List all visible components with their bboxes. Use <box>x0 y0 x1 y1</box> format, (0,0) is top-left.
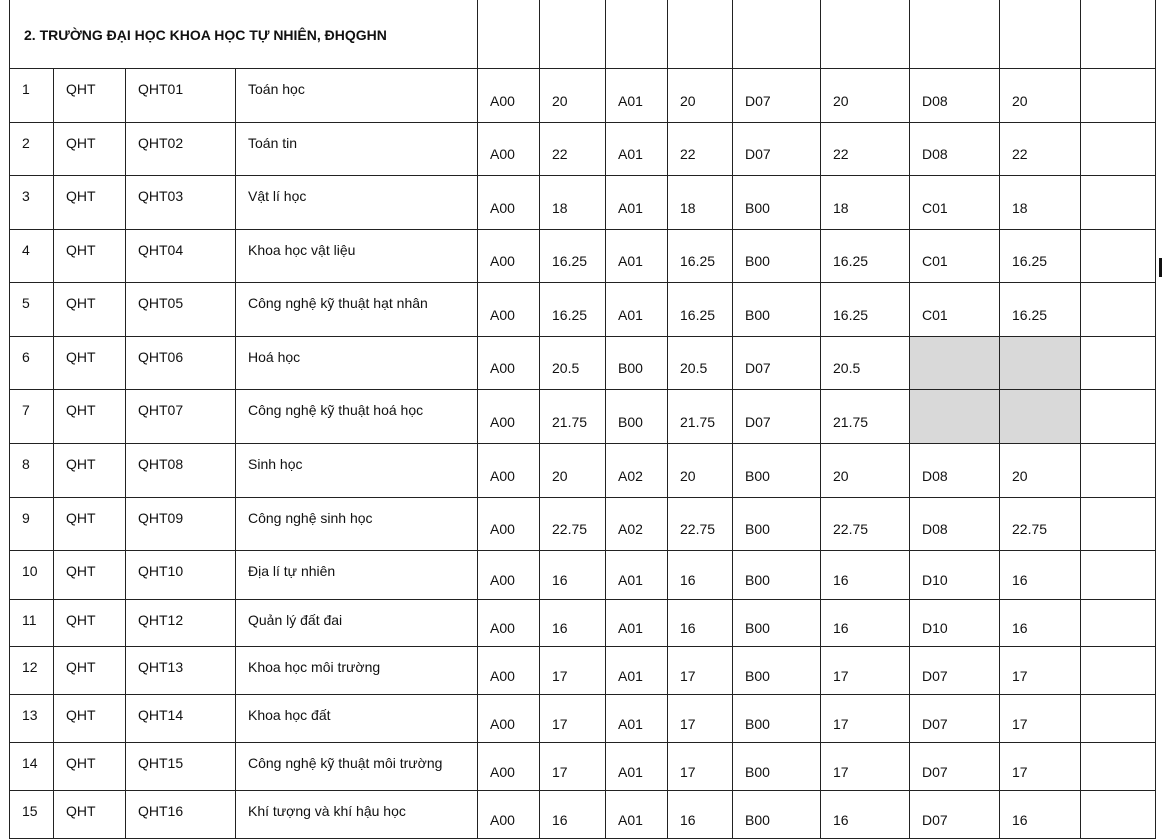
combo-1-score-cell: 16 <box>540 600 606 647</box>
combo-3-code-cell: D07 <box>733 123 821 176</box>
combo-3-code-cell: B00 <box>733 283 821 337</box>
blank-cell <box>1081 444 1156 498</box>
combo-1-code-cell: A00 <box>478 69 540 123</box>
combo-4-code-cell: C01 <box>910 230 1000 283</box>
major-code-cell: QHT05 <box>126 283 236 337</box>
combo-4-score-cell: 22 <box>1000 123 1081 176</box>
major-code-cell: QHT07 <box>126 390 236 444</box>
combo-2-code-cell: A01 <box>606 647 668 695</box>
row-number-cell: 4 <box>10 230 54 283</box>
combo-1-score-cell: 22 <box>540 123 606 176</box>
combo-1-score-cell: 16 <box>540 791 606 839</box>
blank-cell <box>1081 498 1156 551</box>
major-name-cell: Khoa học đất <box>236 695 478 743</box>
row-number-cell: 7 <box>10 390 54 444</box>
combo-2-score-cell: 16 <box>668 791 733 839</box>
combo-4-code-cell: C01 <box>910 283 1000 337</box>
combo-2-code-cell: A01 <box>606 230 668 283</box>
table-row <box>10 695 1156 743</box>
row-number-cell: 12 <box>10 647 54 695</box>
combo-4-score-cell: 17 <box>1000 695 1081 743</box>
row-number-cell: 11 <box>10 600 54 647</box>
major-code-cell: QHT13 <box>126 647 236 695</box>
combo-3-code-cell: B00 <box>733 791 821 839</box>
header-blank-cell <box>668 0 733 69</box>
combo-3-code-cell: B00 <box>733 444 821 498</box>
combo-3-code-cell: D07 <box>733 69 821 123</box>
combo-4-score-cell: 16 <box>1000 791 1081 839</box>
major-name-cell: Toán tin <box>236 123 478 176</box>
combo-1-score-cell: 17 <box>540 743 606 791</box>
row-number-cell: 15 <box>10 791 54 839</box>
major-code-cell: QHT04 <box>126 230 236 283</box>
combo-4-code-cell <box>910 337 1000 390</box>
combo-1-code-cell: A00 <box>478 283 540 337</box>
combo-3-code-cell: B00 <box>733 498 821 551</box>
combo-4-score-cell: 20 <box>1000 444 1081 498</box>
combo-3-score-cell: 17 <box>821 647 910 695</box>
blank-cell <box>1081 791 1156 839</box>
combo-3-code-cell: B00 <box>733 551 821 600</box>
combo-1-score-cell: 20.5 <box>540 337 606 390</box>
combo-4-score-cell: 16 <box>1000 551 1081 600</box>
major-name-cell: Khí tượng và khí hậu học <box>236 791 478 839</box>
table-row <box>10 176 1156 230</box>
table-row <box>10 647 1156 695</box>
combo-3-code-cell: B00 <box>733 743 821 791</box>
blank-cell <box>1081 390 1156 444</box>
combo-2-score-cell: 22.75 <box>668 498 733 551</box>
row-number-cell: 3 <box>10 176 54 230</box>
school-code-cell: QHT <box>54 283 126 337</box>
combo-3-score-cell: 16 <box>821 600 910 647</box>
combo-4-score-cell <box>1000 390 1081 444</box>
school-code-cell: QHT <box>54 498 126 551</box>
combo-2-score-cell: 20.5 <box>668 337 733 390</box>
combo-3-score-cell: 22 <box>821 123 910 176</box>
combo-4-score-cell: 22.75 <box>1000 498 1081 551</box>
combo-3-code-cell: B00 <box>733 230 821 283</box>
major-name-cell: Quản lý đất đai <box>236 600 478 647</box>
major-code-cell: QHT16 <box>126 791 236 839</box>
table-title: 2. TRƯỜNG ĐẠI HỌC KHOA HỌC TỰ NHIÊN, ĐHQGHN <box>10 0 478 69</box>
row-number-cell: 14 <box>10 743 54 791</box>
combo-4-code-cell: D08 <box>910 444 1000 498</box>
admission-score-table <box>9 0 1156 839</box>
blank-cell <box>1081 600 1156 647</box>
school-code-cell: QHT <box>54 600 126 647</box>
combo-1-code-cell: A00 <box>478 230 540 283</box>
combo-3-code-cell: B00 <box>733 647 821 695</box>
combo-2-score-cell: 16.25 <box>668 283 733 337</box>
combo-4-code-cell: D08 <box>910 498 1000 551</box>
combo-1-score-cell: 16.25 <box>540 283 606 337</box>
table-row <box>10 551 1156 600</box>
major-code-cell: QHT09 <box>126 498 236 551</box>
school-code-cell: QHT <box>54 743 126 791</box>
combo-1-code-cell: A00 <box>478 551 540 600</box>
combo-2-code-cell: A01 <box>606 743 668 791</box>
school-code-cell: QHT <box>54 230 126 283</box>
combo-3-score-cell: 22.75 <box>821 498 910 551</box>
combo-2-score-cell: 20 <box>668 69 733 123</box>
school-code-cell: QHT <box>54 791 126 839</box>
combo-1-score-cell: 17 <box>540 647 606 695</box>
combo-3-score-cell: 21.75 <box>821 390 910 444</box>
header-blank-cell <box>478 0 540 69</box>
combo-2-score-cell: 17 <box>668 695 733 743</box>
combo-1-code-cell: A00 <box>478 600 540 647</box>
major-name-cell: Toán học <box>236 69 478 123</box>
blank-cell <box>1081 69 1156 123</box>
major-code-cell: QHT08 <box>126 444 236 498</box>
combo-3-score-cell: 16 <box>821 791 910 839</box>
combo-2-code-cell: A01 <box>606 123 668 176</box>
major-name-cell: Vật lí học <box>236 176 478 230</box>
combo-4-code-cell: D08 <box>910 69 1000 123</box>
row-number-cell: 6 <box>10 337 54 390</box>
combo-4-code-cell: D07 <box>910 647 1000 695</box>
major-code-cell: QHT02 <box>126 123 236 176</box>
table-row <box>10 337 1156 390</box>
combo-3-code-cell: D07 <box>733 337 821 390</box>
combo-3-code-cell: D07 <box>733 390 821 444</box>
combo-4-code-cell: C01 <box>910 176 1000 230</box>
combo-4-code-cell: D10 <box>910 600 1000 647</box>
title-row <box>10 0 1156 69</box>
major-code-cell: QHT14 <box>126 695 236 743</box>
combo-1-score-cell: 20 <box>540 69 606 123</box>
major-name-cell: Sinh học <box>236 444 478 498</box>
combo-1-code-cell: A00 <box>478 695 540 743</box>
combo-4-score-cell: 16.25 <box>1000 283 1081 337</box>
table-row <box>10 123 1156 176</box>
header-blank-cell <box>821 0 910 69</box>
combo-1-score-cell: 16.25 <box>540 230 606 283</box>
combo-4-score-cell: 17 <box>1000 647 1081 695</box>
combo-2-code-cell: A01 <box>606 791 668 839</box>
text-cursor-mark <box>1159 258 1162 277</box>
major-code-cell: QHT03 <box>126 176 236 230</box>
header-blank-cell <box>540 0 606 69</box>
combo-1-code-cell: A00 <box>478 390 540 444</box>
header-blank-cell <box>606 0 668 69</box>
table-row <box>10 283 1156 337</box>
blank-cell <box>1081 123 1156 176</box>
header-blank-cell <box>1000 0 1081 69</box>
combo-4-code-cell: D10 <box>910 551 1000 600</box>
combo-3-score-cell: 20 <box>821 444 910 498</box>
major-name-cell: Công nghệ kỹ thuật hạt nhân <box>236 283 478 337</box>
major-name-cell: Khoa học môi trường <box>236 647 478 695</box>
combo-2-code-cell: A01 <box>606 695 668 743</box>
combo-2-code-cell: A01 <box>606 283 668 337</box>
combo-2-score-cell: 16 <box>668 600 733 647</box>
combo-3-score-cell: 20.5 <box>821 337 910 390</box>
major-code-cell: QHT06 <box>126 337 236 390</box>
combo-2-code-cell: A01 <box>606 176 668 230</box>
combo-4-score-cell: 18 <box>1000 176 1081 230</box>
row-number-cell: 5 <box>10 283 54 337</box>
major-code-cell: QHT01 <box>126 69 236 123</box>
row-number-cell: 2 <box>10 123 54 176</box>
combo-3-score-cell: 17 <box>821 695 910 743</box>
combo-1-score-cell: 16 <box>540 551 606 600</box>
blank-cell <box>1081 337 1156 390</box>
major-code-cell: QHT12 <box>126 600 236 647</box>
combo-2-score-cell: 17 <box>668 743 733 791</box>
school-code-cell: QHT <box>54 123 126 176</box>
major-code-cell: QHT10 <box>126 551 236 600</box>
row-number-cell: 13 <box>10 695 54 743</box>
combo-2-score-cell: 18 <box>668 176 733 230</box>
combo-1-score-cell: 20 <box>540 444 606 498</box>
combo-4-code-cell: D08 <box>910 123 1000 176</box>
table-row <box>10 230 1156 283</box>
combo-2-score-cell: 22 <box>668 123 733 176</box>
combo-1-code-cell: A00 <box>478 647 540 695</box>
combo-4-score-cell: 20 <box>1000 69 1081 123</box>
table-row <box>10 444 1156 498</box>
combo-1-score-cell: 21.75 <box>540 390 606 444</box>
major-name-cell: Công nghệ sinh học <box>236 498 478 551</box>
combo-1-code-cell: A00 <box>478 444 540 498</box>
combo-2-score-cell: 17 <box>668 647 733 695</box>
combo-4-code-cell: D07 <box>910 743 1000 791</box>
blank-cell <box>1081 230 1156 283</box>
table-row <box>10 390 1156 444</box>
combo-3-score-cell: 16.25 <box>821 283 910 337</box>
blank-cell <box>1081 283 1156 337</box>
table-row <box>10 498 1156 551</box>
school-code-cell: QHT <box>54 647 126 695</box>
table-row <box>10 743 1156 791</box>
combo-2-score-cell: 16.25 <box>668 230 733 283</box>
school-code-cell: QHT <box>54 390 126 444</box>
combo-1-code-cell: A00 <box>478 498 540 551</box>
major-name-cell: Khoa học vật liệu <box>236 230 478 283</box>
combo-1-score-cell: 17 <box>540 695 606 743</box>
combo-3-score-cell: 20 <box>821 69 910 123</box>
combo-2-code-cell: A01 <box>606 600 668 647</box>
combo-2-score-cell: 20 <box>668 444 733 498</box>
combo-4-score-cell: 17 <box>1000 743 1081 791</box>
school-code-cell: QHT <box>54 176 126 230</box>
combo-2-score-cell: 21.75 <box>668 390 733 444</box>
header-blank-cell <box>1081 0 1156 69</box>
combo-3-score-cell: 17 <box>821 743 910 791</box>
major-code-cell: QHT15 <box>126 743 236 791</box>
combo-1-code-cell: A00 <box>478 743 540 791</box>
blank-cell <box>1081 176 1156 230</box>
school-code-cell: QHT <box>54 444 126 498</box>
row-number-cell: 1 <box>10 69 54 123</box>
row-number-cell: 8 <box>10 444 54 498</box>
combo-3-code-cell: B00 <box>733 695 821 743</box>
combo-3-code-cell: B00 <box>733 600 821 647</box>
combo-2-code-cell: B00 <box>606 337 668 390</box>
table-row <box>10 791 1156 839</box>
combo-1-code-cell: A00 <box>478 176 540 230</box>
combo-3-score-cell: 16.25 <box>821 230 910 283</box>
school-code-cell: QHT <box>54 337 126 390</box>
combo-4-code-cell: D07 <box>910 791 1000 839</box>
combo-2-code-cell: A02 <box>606 498 668 551</box>
blank-cell <box>1081 743 1156 791</box>
blank-cell <box>1081 695 1156 743</box>
header-blank-cell <box>910 0 1000 69</box>
major-name-cell: Công nghệ kỹ thuật môi trường <box>236 743 478 791</box>
major-name-cell: Hoá học <box>236 337 478 390</box>
combo-2-code-cell: A01 <box>606 551 668 600</box>
blank-cell <box>1081 647 1156 695</box>
school-code-cell: QHT <box>54 551 126 600</box>
row-number-cell: 10 <box>10 551 54 600</box>
blank-cell <box>1081 551 1156 600</box>
combo-4-code-cell: D07 <box>910 695 1000 743</box>
table-row <box>10 600 1156 647</box>
combo-2-code-cell: B00 <box>606 390 668 444</box>
combo-4-code-cell <box>910 390 1000 444</box>
combo-2-score-cell: 16 <box>668 551 733 600</box>
combo-4-score-cell: 16.25 <box>1000 230 1081 283</box>
row-number-cell: 9 <box>10 498 54 551</box>
combo-4-score-cell: 16 <box>1000 600 1081 647</box>
combo-1-score-cell: 22.75 <box>540 498 606 551</box>
combo-3-score-cell: 16 <box>821 551 910 600</box>
combo-3-code-cell: B00 <box>733 176 821 230</box>
combo-2-code-cell: A02 <box>606 444 668 498</box>
header-blank-cell <box>733 0 821 69</box>
major-name-cell: Địa lí tự nhiên <box>236 551 478 600</box>
school-code-cell: QHT <box>54 695 126 743</box>
combo-1-code-cell: A00 <box>478 123 540 176</box>
combo-3-score-cell: 18 <box>821 176 910 230</box>
combo-2-code-cell: A01 <box>606 69 668 123</box>
table-row <box>10 69 1156 123</box>
combo-4-score-cell <box>1000 337 1081 390</box>
combo-1-code-cell: A00 <box>478 791 540 839</box>
combo-1-code-cell: A00 <box>478 337 540 390</box>
combo-1-score-cell: 18 <box>540 176 606 230</box>
school-code-cell: QHT <box>54 69 126 123</box>
major-name-cell: Công nghệ kỹ thuật hoá học <box>236 390 478 444</box>
